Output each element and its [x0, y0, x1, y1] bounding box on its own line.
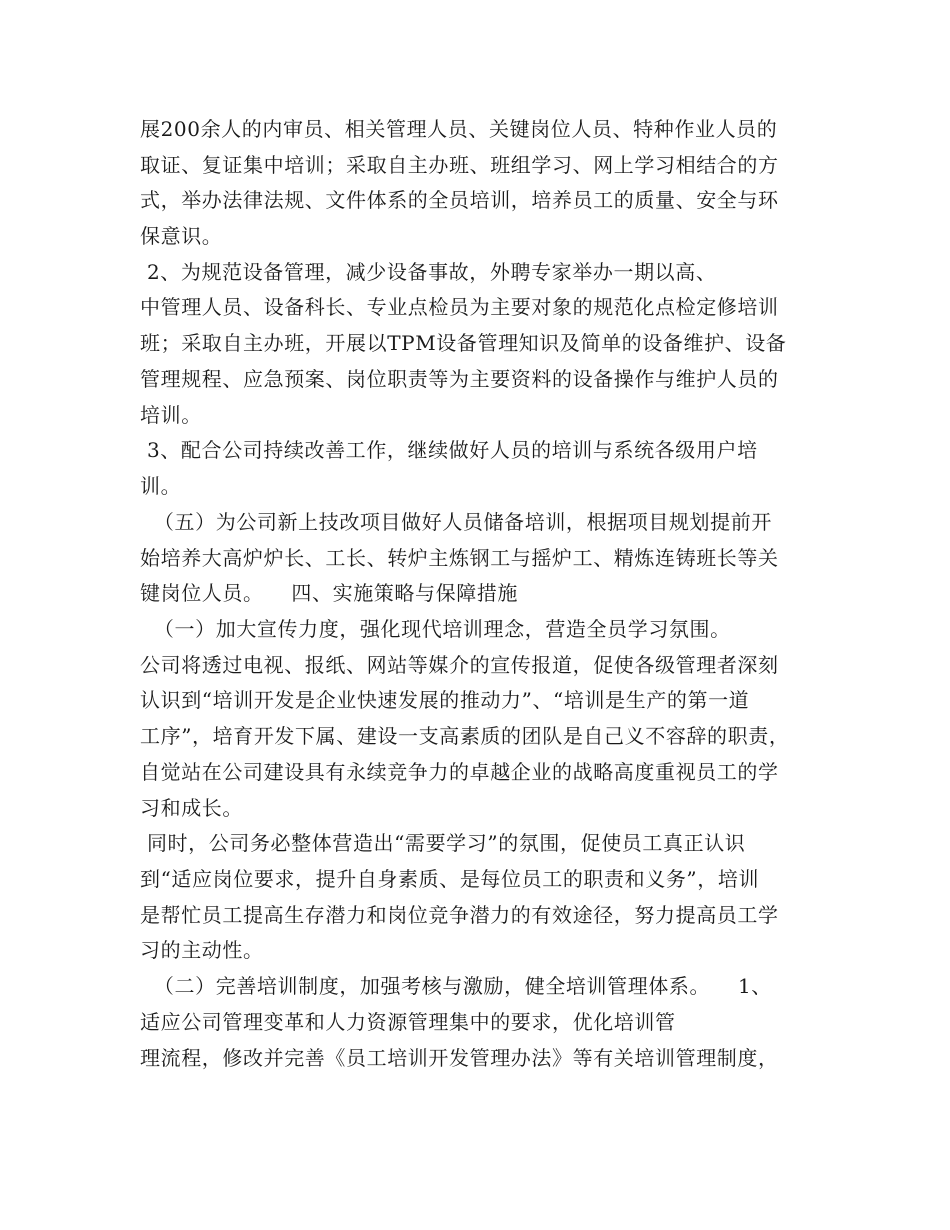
text-line: 保意识。 — [140, 224, 223, 248]
text-line: 培训。 — [140, 403, 202, 427]
text-line: 工序”，培育开发下属、建设一支高素质的团队是自己义不容辞的职责， — [140, 724, 790, 748]
text-line: 班；采取自主办班，开展以TPM设备管理知识及简单的设备维护、设备 — [140, 331, 787, 355]
text-line: 自觉站在公司建设具有永续竞争力的卓越企业的战略高度重视员工的学 — [140, 760, 779, 784]
text-line: 理流程，修改并完善《员工培训开发管理办法》等有关培训管理制度， — [140, 1046, 779, 1070]
text-line: 始培养大高炉炉长、工长、转炉主炼钢工与摇炉工、精炼连铸班长等关 — [140, 546, 779, 570]
text-line: 管理规程、应急预案、岗位职责等为主要资料的设备操作与维护人员的 — [140, 367, 779, 391]
text-line: 取证、复证集中培训；采取自主办班、班组学习、网上学习相结合的方 — [140, 153, 779, 177]
text-line: （二）完善培训制度，加强考核与激励，健全培训管理体系。 1、 — [140, 974, 772, 998]
text-line: 习的主动性。 — [140, 938, 264, 962]
text-line: 3、配合公司持续改善工作，继续做好人员的培训与系统各级用户培 — [140, 438, 758, 462]
text-line: 到“适应岗位要求，提升自身素质、是每位员工的职责和义务”，培训 — [140, 867, 760, 891]
text-line: 中管理人员、设备科长、专业点检员为主要对象的规范化点检定修培训 — [140, 295, 779, 319]
text-line: 公司将透过电视、报纸、网站等媒介的宣传报道，促使各级管理者深刻 — [140, 653, 779, 677]
text-line: 是帮忙员工提高生存潜力和岗位竞争潜力的有效途径，努力提高员工学 — [140, 903, 779, 927]
text-line: 适应公司管理变革和人力资源管理集中的要求，优化培训管 — [140, 1010, 676, 1034]
text-line: 习和成长。 — [140, 796, 243, 820]
text-line: （一）加大宣传力度，强化现代培训理念，营造全员学习氛围。 — [140, 617, 731, 641]
text-line: 式，举办法律法规、文件体系的全员培训，培养员工的质量、安全与环 — [140, 188, 779, 212]
text-line: （五）为公司新上技改项目做好人员储备培训，根据项目规划提前开 — [140, 510, 772, 534]
text-line: 训。 — [140, 474, 182, 498]
text-line: 键岗位人员。 四、实施策略与保障措施 — [140, 581, 519, 605]
text-line: 2、为规范设备管理，减少设备事故，外聘专家举办一期以高、 — [140, 260, 717, 284]
text-line: 展200余人的内审员、相关管理人员、关键岗位人员、特种作业人员的 — [140, 117, 778, 141]
text-line: 认识到“培训开发是企业快速发展的推动力”、“培训是生产的第一道 — [140, 688, 750, 712]
text-line: 同时，公司务必整体营造出“需要学习”的氛围，促使员工真正认识 — [140, 831, 746, 855]
